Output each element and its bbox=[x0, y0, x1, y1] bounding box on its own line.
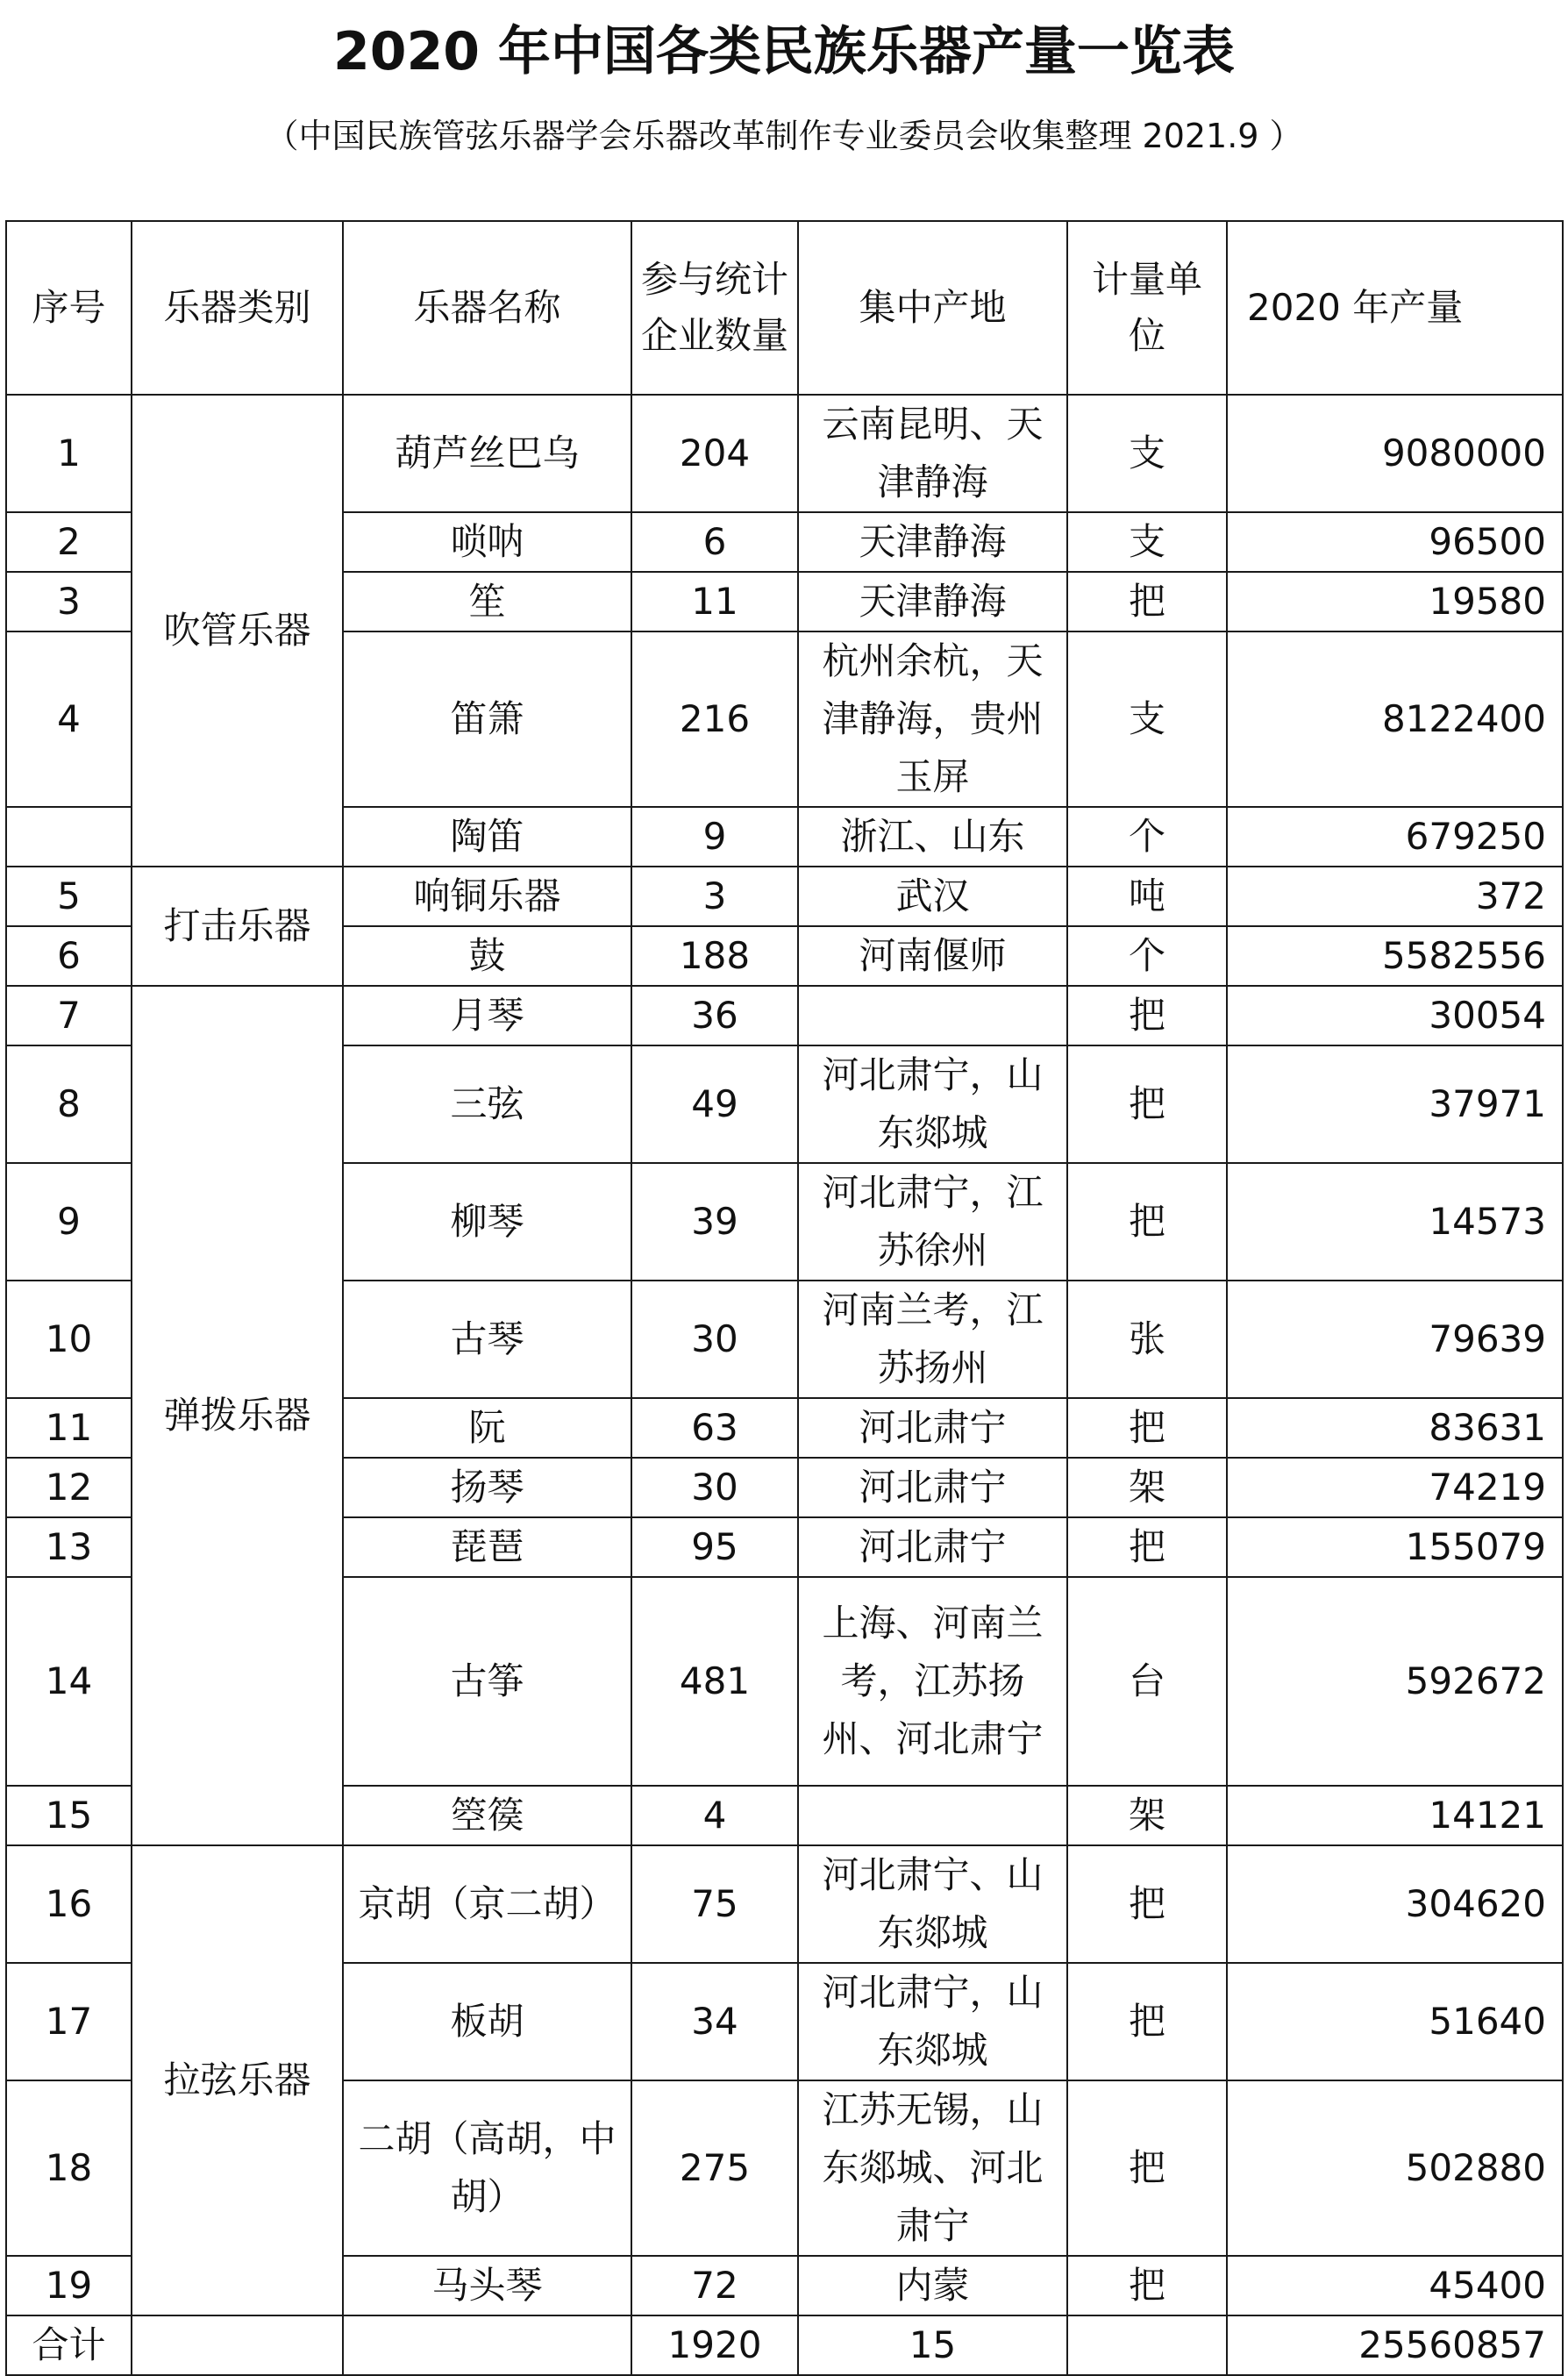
cell-production: 45400 bbox=[1227, 2256, 1563, 2315]
table-row bbox=[6, 986, 1563, 1045]
cell-location: 杭州余杭，天津静海，贵州玉屏 bbox=[798, 631, 1067, 807]
cell-production: 372 bbox=[1227, 867, 1563, 926]
cell-location: 河北肃宁，山东郯城 bbox=[798, 1963, 1067, 2080]
cell-location: 河南偃师 bbox=[798, 926, 1067, 986]
cell-name: 唢呐 bbox=[343, 512, 631, 572]
cell-location: 天津静海 bbox=[798, 572, 1067, 631]
cell-name: 扬琴 bbox=[343, 1458, 631, 1517]
cell-location: 内蒙 bbox=[798, 2256, 1067, 2315]
cell-companies: 188 bbox=[631, 926, 798, 986]
cell-production: 304620 bbox=[1227, 1845, 1563, 1963]
cell-unit: 把 bbox=[1067, 1845, 1227, 1963]
cell-unit: 把 bbox=[1067, 572, 1227, 631]
cell-unit: 个 bbox=[1067, 926, 1227, 986]
cell-seq: 7 bbox=[6, 986, 132, 1045]
cell-companies: 49 bbox=[631, 1045, 798, 1163]
cell-unit: 把 bbox=[1067, 2080, 1227, 2256]
cell-name: 三弦 bbox=[343, 1045, 631, 1163]
cell-companies: 72 bbox=[631, 2256, 798, 2315]
cell-name: 月琴 bbox=[343, 986, 631, 1045]
total-label: 合计 bbox=[6, 2315, 132, 2375]
col-header-category: 乐器类别 bbox=[132, 221, 343, 395]
cell-production: 19580 bbox=[1227, 572, 1563, 631]
cell-production: 51640 bbox=[1227, 1963, 1563, 2080]
cell-location: 江苏无锡，山东郯城、河北肃宁 bbox=[798, 2080, 1067, 2256]
cell-seq: 19 bbox=[6, 2256, 132, 2315]
cell-companies: 4 bbox=[631, 1786, 798, 1845]
cell-name: 古琴 bbox=[343, 1281, 631, 1398]
cell-location: 天津静海 bbox=[798, 512, 1067, 572]
cell-name: 马头琴 bbox=[343, 2256, 631, 2315]
col-header-unit: 计量单位 bbox=[1067, 221, 1227, 395]
cell-location bbox=[798, 1786, 1067, 1845]
cell-companies: 6 bbox=[631, 512, 798, 572]
cell-seq: 13 bbox=[6, 1517, 132, 1577]
col-header-name: 乐器名称 bbox=[343, 221, 631, 395]
category-cell-wind: 吹管乐器 bbox=[132, 395, 343, 867]
cell-seq: 6 bbox=[6, 926, 132, 986]
cell-production: 96500 bbox=[1227, 512, 1563, 572]
cell-seq: 16 bbox=[6, 1845, 132, 1963]
cell-unit: 把 bbox=[1067, 1963, 1227, 2080]
cell-seq: 3 bbox=[6, 572, 132, 631]
cell-location bbox=[798, 986, 1067, 1045]
cell-location: 上海、河南兰考，江苏扬州、河北肃宁 bbox=[798, 1577, 1067, 1786]
col-header-companies: 参与统计企业数量 bbox=[631, 221, 798, 395]
cell-seq: 5 bbox=[6, 867, 132, 926]
cell-name: 鼓 bbox=[343, 926, 631, 986]
cell-unit: 支 bbox=[1067, 631, 1227, 807]
cell-name: 柳琴 bbox=[343, 1163, 631, 1281]
cell-production: 8122400 bbox=[1227, 631, 1563, 807]
cell-production: 14573 bbox=[1227, 1163, 1563, 1281]
total-location-count: 15 bbox=[798, 2315, 1067, 2375]
cell-companies: 95 bbox=[631, 1517, 798, 1577]
cell-unit: 把 bbox=[1067, 986, 1227, 1045]
col-header-location: 集中产地 bbox=[798, 221, 1067, 395]
cell-production: 502880 bbox=[1227, 2080, 1563, 2256]
cell-companies: 30 bbox=[631, 1281, 798, 1398]
cell-location: 河南兰考，江苏扬州 bbox=[798, 1281, 1067, 1398]
total-companies: 1920 bbox=[631, 2315, 798, 2375]
cell-name: 阮 bbox=[343, 1398, 631, 1458]
cell-production: 83631 bbox=[1227, 1398, 1563, 1458]
cell-location: 河北肃宁 bbox=[798, 1458, 1067, 1517]
cell-unit: 台 bbox=[1067, 1577, 1227, 1786]
total-production: 25560857 bbox=[1227, 2315, 1563, 2375]
cell-companies: 3 bbox=[631, 867, 798, 926]
cell-production: 37971 bbox=[1227, 1045, 1563, 1163]
cell-empty bbox=[1067, 2315, 1227, 2375]
cell-seq: 1 bbox=[6, 395, 132, 512]
cell-production: 14121 bbox=[1227, 1786, 1563, 1845]
cell-name: 葫芦丝巴乌 bbox=[343, 395, 631, 512]
cell-unit: 把 bbox=[1067, 1045, 1227, 1163]
cell-name: 古筝 bbox=[343, 1577, 631, 1786]
cell-location: 浙江、山东 bbox=[798, 807, 1067, 867]
production-table bbox=[5, 220, 1564, 2376]
cell-location: 河北肃宁 bbox=[798, 1517, 1067, 1577]
header-row bbox=[6, 221, 1563, 395]
table-row bbox=[6, 1845, 1563, 1963]
cell-location: 河北肃宁，江苏徐州 bbox=[798, 1163, 1067, 1281]
cell-name: 板胡 bbox=[343, 1963, 631, 2080]
table-row bbox=[6, 395, 1563, 512]
cell-production: 79639 bbox=[1227, 1281, 1563, 1398]
cell-seq: 2 bbox=[6, 512, 132, 572]
cell-production: 5582556 bbox=[1227, 926, 1563, 986]
table-row bbox=[6, 867, 1563, 926]
cell-seq: 11 bbox=[6, 1398, 132, 1458]
cell-name: 箜篌 bbox=[343, 1786, 631, 1845]
cell-unit: 张 bbox=[1067, 1281, 1227, 1398]
cell-production: 9080000 bbox=[1227, 395, 1563, 512]
cell-seq: 17 bbox=[6, 1963, 132, 2080]
cell-seq: 10 bbox=[6, 1281, 132, 1398]
cell-companies: 75 bbox=[631, 1845, 798, 1963]
cell-seq: 9 bbox=[6, 1163, 132, 1281]
cell-seq: 8 bbox=[6, 1045, 132, 1163]
category-cell-percussion: 打击乐器 bbox=[132, 867, 343, 986]
cell-production: 74219 bbox=[1227, 1458, 1563, 1517]
cell-companies: 275 bbox=[631, 2080, 798, 2256]
cell-unit: 支 bbox=[1067, 395, 1227, 512]
col-header-production: 2020 年产量 bbox=[1227, 221, 1563, 395]
cell-seq bbox=[6, 807, 132, 867]
cell-seq: 4 bbox=[6, 631, 132, 807]
cell-name: 琵琶 bbox=[343, 1517, 631, 1577]
cell-location: 河北肃宁、山东郯城 bbox=[798, 1845, 1067, 1963]
cell-name: 京胡（京二胡） bbox=[343, 1845, 631, 1963]
cell-seq: 18 bbox=[6, 2080, 132, 2256]
cell-companies: 216 bbox=[631, 631, 798, 807]
cell-unit: 支 bbox=[1067, 512, 1227, 572]
cell-name: 笙 bbox=[343, 572, 631, 631]
cell-seq: 12 bbox=[6, 1458, 132, 1517]
category-cell-bowed: 拉弦乐器 bbox=[132, 1845, 343, 2315]
cell-unit: 把 bbox=[1067, 1163, 1227, 1281]
cell-seq: 14 bbox=[6, 1577, 132, 1786]
cell-unit: 个 bbox=[1067, 807, 1227, 867]
cell-seq: 15 bbox=[6, 1786, 132, 1845]
total-row bbox=[6, 2315, 1563, 2375]
cell-unit: 架 bbox=[1067, 1458, 1227, 1517]
cell-empty bbox=[343, 2315, 631, 2375]
cell-companies: 204 bbox=[631, 395, 798, 512]
cell-companies: 9 bbox=[631, 807, 798, 867]
cell-companies: 11 bbox=[631, 572, 798, 631]
category-cell-plucked: 弹拨乐器 bbox=[132, 986, 343, 1845]
cell-name: 响铜乐器 bbox=[343, 867, 631, 926]
cell-production: 592672 bbox=[1227, 1577, 1563, 1786]
cell-location: 武汉 bbox=[798, 867, 1067, 926]
cell-unit: 把 bbox=[1067, 1398, 1227, 1458]
cell-production: 30054 bbox=[1227, 986, 1563, 1045]
page-subtitle: （中国民族管弦乐器学会乐器改革制作专业委员会收集整理 2021.9 ） bbox=[265, 117, 1303, 155]
cell-unit: 把 bbox=[1067, 1517, 1227, 1577]
cell-unit: 把 bbox=[1067, 2256, 1227, 2315]
cell-name: 二胡（高胡，中胡） bbox=[343, 2080, 631, 2256]
cell-empty bbox=[132, 2315, 343, 2375]
cell-unit: 吨 bbox=[1067, 867, 1227, 926]
cell-companies: 39 bbox=[631, 1163, 798, 1281]
cell-companies: 36 bbox=[631, 986, 798, 1045]
cell-location: 河北肃宁 bbox=[798, 1398, 1067, 1458]
col-header-seq: 序号 bbox=[6, 221, 132, 395]
cell-companies: 63 bbox=[631, 1398, 798, 1458]
cell-unit: 架 bbox=[1067, 1786, 1227, 1845]
cell-companies: 34 bbox=[631, 1963, 798, 2080]
cell-name: 笛箫 bbox=[343, 631, 631, 807]
cell-production: 155079 bbox=[1227, 1517, 1563, 1577]
cell-name: 陶笛 bbox=[343, 807, 631, 867]
cell-production: 679250 bbox=[1227, 807, 1563, 867]
cell-companies: 481 bbox=[631, 1577, 798, 1786]
cell-location: 云南昆明、天津静海 bbox=[798, 395, 1067, 512]
cell-companies: 30 bbox=[631, 1458, 798, 1517]
page-title: 2020 年中国各类民族乐器产量一览表 bbox=[333, 21, 1235, 82]
cell-location: 河北肃宁，山东郯城 bbox=[798, 1045, 1067, 1163]
